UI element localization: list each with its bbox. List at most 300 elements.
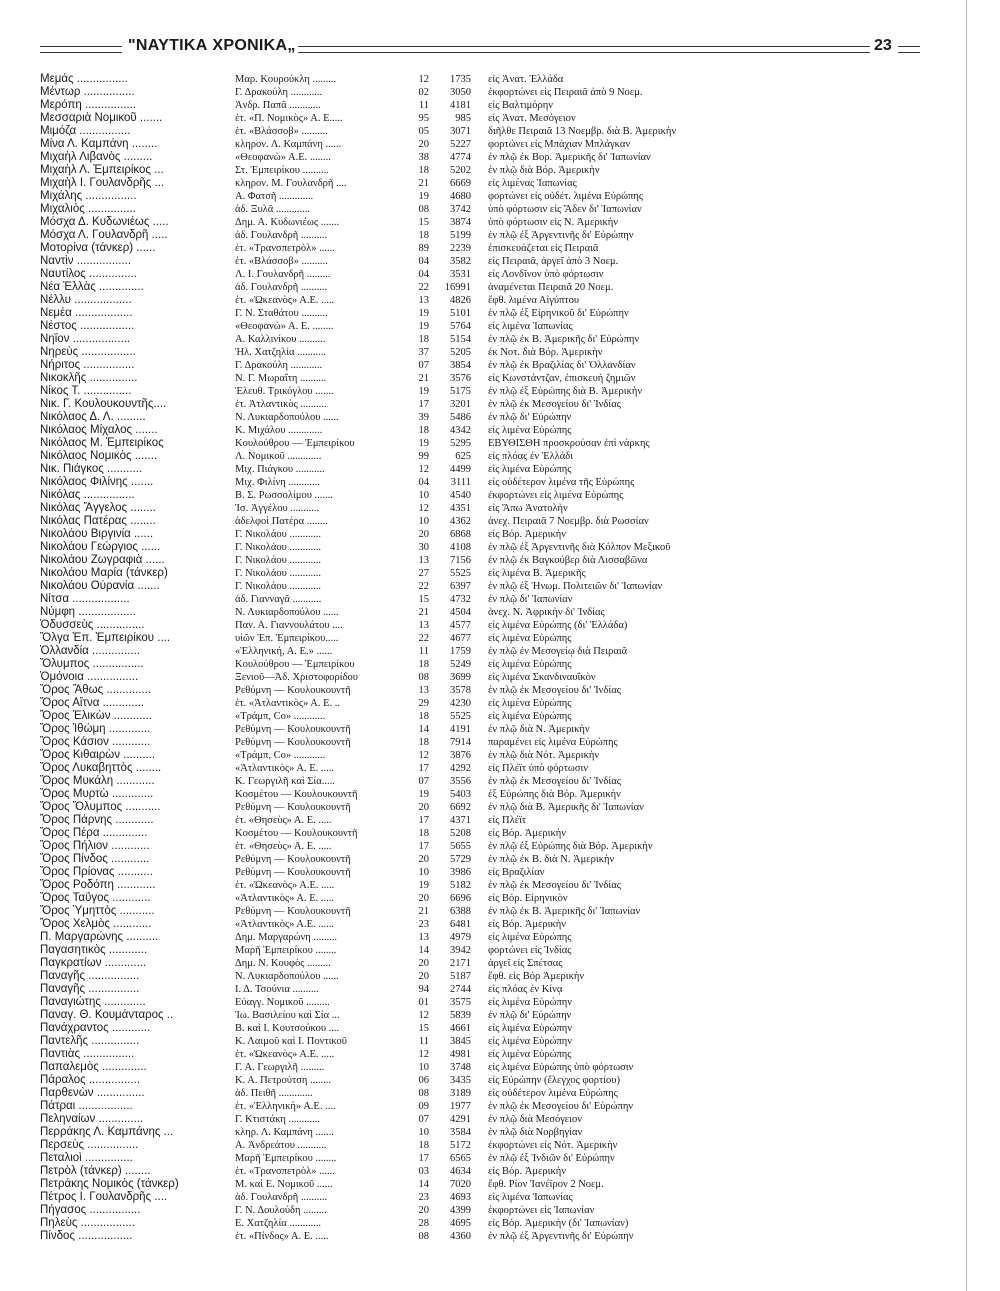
gross-tons: 1977 [450, 1101, 471, 1112]
tonnage: 14 [418, 945, 429, 956]
ship-name: Ὄρος Πρίονας ........... [40, 866, 153, 878]
tonnage: 07 [418, 776, 429, 787]
owner: ἀδ. Γιανναγᾶ ........... [235, 594, 322, 605]
gross-tons: 5525 [450, 568, 471, 579]
header-rule-middle [298, 46, 870, 53]
gross-tons: 1759 [450, 646, 471, 657]
ship-name: Παπαλεμὸς .............. [40, 1061, 147, 1073]
owner: «Ἀτλαντικὸς» Α.Ε. ...... [235, 919, 335, 930]
owner: Ρεθύμνη — Κουλουκουντῆ [235, 685, 351, 696]
tonnage: 20 [418, 893, 429, 904]
page-header [40, 36, 920, 60]
tonnage: 22 [418, 581, 429, 592]
status: ἐκφορτώνει εἰς Ἰαπωνίαν [488, 1205, 595, 1216]
status: φορτώνει εἰς Μπάχιαν Μπλάγκαν [488, 139, 631, 150]
gross-tons: 6481 [450, 919, 471, 930]
owner: Ν. Λυκιαρδοπούλου ...... [235, 971, 339, 982]
gross-tons: 5295 [450, 438, 471, 449]
status: ἐν πλῷ ἐξ Εὐρώπης διὰ Βόρ. Ἀμερικὴν [488, 841, 653, 852]
table-row [0, 684, 960, 697]
owner: ἑτ. «Ἑλληνικὴ» Α.Ε. .... [235, 1101, 336, 1112]
status: ἀνεχ. Πειραιᾶ 7 Νοεμβρ. διὰ Ρωσσίαν [488, 516, 649, 527]
tonnage: 04 [418, 477, 429, 488]
owner: ἀδ. Γουλανδρῆ .......... [235, 230, 328, 241]
header-rule-right [898, 46, 920, 53]
tonnage: 15 [418, 1023, 429, 1034]
gross-tons: 5839 [450, 1010, 471, 1021]
gross-tons: 5154 [450, 334, 471, 345]
ship-name: Νικόλαος Φιλίνης ....... [40, 476, 154, 488]
ship-name: Ὄρος Μυκάλη ............ [40, 775, 155, 787]
tonnage: 20 [418, 854, 429, 865]
owner: Ἰσ. Ἀγγέλου ........... [235, 503, 320, 514]
status: ἐν πλῷ δι' Ἰαπωνίαν [488, 594, 573, 605]
ship-name: Ὄρος Πάρνης ............ [40, 814, 154, 826]
gross-tons: 6388 [450, 906, 471, 917]
table-row [0, 879, 960, 892]
gross-tons: 5205 [450, 347, 471, 358]
table-row [0, 372, 960, 385]
ship-name: Παντιὰς ................ [40, 1048, 135, 1060]
tonnage: 19 [418, 880, 429, 891]
table-row [0, 1165, 960, 1178]
owner: «Τράμπ, Co» ............ [235, 711, 326, 722]
gross-tons: 6397 [450, 581, 471, 592]
status: εἰς Βόρ. Ἀμερικὴν [488, 919, 566, 930]
ship-name: Πήγασος ................ [40, 1204, 141, 1216]
ship-name: Ὄρος Ἄθως .............. [40, 684, 152, 696]
table-row [0, 749, 960, 762]
table-row [0, 450, 960, 463]
table-row [0, 853, 960, 866]
owner: Κοσμέτου — Κουλουκουντῆ [235, 789, 358, 800]
ship-name: Μόσχα Λ. Γουλανδρῆ ..... [40, 229, 168, 241]
ship-name: Νικολάου Οὐρανία ....... [40, 580, 160, 592]
gross-tons: 3584 [450, 1127, 471, 1138]
ship-name: Πανάχραντος ............ [40, 1022, 151, 1034]
tonnage: 37 [418, 347, 429, 358]
gross-tons: 4504 [450, 607, 471, 618]
owner: Ρεθύμνη — Κουλουκουντῆ [235, 906, 351, 917]
status: εἰς Λονδῖνον ὑπὸ φόρτωσιν [488, 269, 604, 280]
ship-name: Νίκος Τ. ............... [40, 385, 132, 397]
owner: Β. καὶ Ι. Κουτσούκου .... [235, 1023, 340, 1034]
owner: Γ. Νικολάου ............ [235, 555, 321, 566]
status: εἰς λιμένα Εὐρώπης [488, 698, 572, 709]
owner: Παν. Α. Γιαννουλάτου .... [235, 620, 343, 631]
table-row [0, 411, 960, 424]
owner: ἑτ. «Πίνδος» Α. Ε. ..... [235, 1231, 329, 1242]
status: ὑπὸ φόρτωσιν εἰς Ν. Ἀμερικὴν [488, 217, 618, 228]
gross-tons: 4191 [450, 724, 471, 735]
status: εἰς λιμένα Εὐρώπης (δι' Ἑλλάδα) [488, 620, 628, 631]
table-row [0, 333, 960, 346]
table-row [0, 658, 960, 671]
gross-tons: 3986 [450, 867, 471, 878]
status: εἰς λιμένα Εὐρώπην [488, 997, 573, 1008]
gross-tons: 6565 [450, 1153, 471, 1164]
gross-tons: 3111 [450, 477, 471, 488]
table-row [0, 567, 960, 580]
gross-tons: 3942 [450, 945, 471, 956]
status: ἐξ Εὐρώπης διὰ Βόρ. Ἀμερικὴν [488, 789, 621, 800]
owner: «Θεοφανὼ» Α. Ε. ........ [235, 321, 334, 332]
ship-name: Π. Μαργαρώνης .......... [40, 931, 159, 943]
owner: Κουλούθρου — Ἐμπειρίκου [235, 659, 355, 670]
status: ἐν πλῷ ἐξ Ἀργεντινῆς διὰ Κόλπον Μεξικοῦ [488, 542, 671, 553]
owner: Γ. Δρακούλη ............ [235, 87, 323, 98]
owner: Ι. Δ. Τσούνια .......... [235, 984, 319, 995]
ship-name: Ὄρος Κάσιον ............ [40, 736, 151, 748]
table-row [0, 814, 960, 827]
table-row [0, 541, 960, 554]
status: ἐν πλῷ διὰ Βόρ. Ἀμερικὴν [488, 165, 600, 176]
status: ἐν πλῷ ἐκ Μεσογείου δι' Ἰνδίας [488, 880, 621, 891]
owner: Ρεθύμνη — Κουλουκουντῆ [235, 737, 351, 748]
gross-tons: 5208 [450, 828, 471, 839]
table-row [0, 554, 960, 567]
gross-tons: 3576 [450, 373, 471, 384]
tonnage: 11 [418, 100, 429, 111]
gross-tons: 5227 [450, 139, 471, 150]
ship-name: Ὄρος Ἰθώμη ............. [40, 723, 151, 735]
status: ἐν πλῷ ἐκ Βορ. Ἀμερικῆς δι' Ἰαπωνίαν [488, 152, 651, 163]
ship-name: Μιμόζα ................ [40, 125, 131, 137]
table-row [0, 125, 960, 138]
tonnage: 12 [418, 750, 429, 761]
tonnage: 99 [418, 451, 429, 462]
owner: «Θεοφανὼ» Α.Ε. ........ [235, 152, 331, 163]
tonnage: 13 [418, 555, 429, 566]
tonnage: 18 [418, 334, 429, 345]
ship-name: Μιχαὴλ Λιβανὸς ......... [40, 151, 153, 163]
table-row [0, 1022, 960, 1035]
gross-tons: 3435 [450, 1075, 471, 1086]
status: ΕΒΥΘΙΣΘΗ προσκρούσαν ἐπὶ νάρκης [488, 438, 650, 449]
owner: Μιχ. Πιάγκου ........... [235, 464, 325, 475]
status: εἰς λιμένα Εὐρώπης [488, 425, 572, 436]
tonnage: 18 [418, 828, 429, 839]
table-row [0, 580, 960, 593]
status: εἰς λιμένα Σκανδιναυΐκὸν [488, 672, 596, 683]
tonnage: 19 [418, 386, 429, 397]
status: ἐν πλῷ δι' Εὐρώπην [488, 1010, 572, 1021]
ship-name: Ὄρος Ὑμηττὸς ........... [40, 905, 155, 917]
gross-tons: 4291 [450, 1114, 471, 1125]
tonnage: 18 [418, 230, 429, 241]
status: ἀναμένεται Πειραιᾶ 20 Νοεμ. [488, 282, 614, 293]
table-row [0, 1074, 960, 1087]
ship-name: Νικόλας Πατέρας ........ [40, 515, 156, 527]
owner: Γ. Ν. Σταθάτου .......... [235, 308, 328, 319]
ship-name: Παναγῆς ................ [40, 970, 140, 982]
tonnage: 14 [418, 724, 429, 735]
ship-name: Νεμέα .................. [40, 307, 133, 319]
status: ἔφθ. εἰς Βόρ Ἀμερικὴν [488, 971, 585, 982]
owner: Γ. Κτιστάκη ............ [235, 1114, 320, 1125]
table-row [0, 632, 960, 645]
tonnage: 08 [418, 1088, 429, 1099]
status: ἐκφορτώνει εἰς Νότ. Ἀμερικὴν [488, 1140, 618, 1151]
status: ἐν πλῷ ἐκ Βραζιλίας δι' Ὀλλανδίαν [488, 360, 636, 371]
owner: Δημ. Μαργαρώνη ......... [235, 932, 337, 943]
tonnage: 08 [418, 672, 429, 683]
status: εἰς λιμένας Ἰαπωνίας [488, 178, 577, 189]
table-row [0, 268, 960, 281]
ship-name: Ὄρος Πήλιον ............ [40, 840, 150, 852]
owner: υἱῶν Ἐπ. Ἐμπειρίκου..... [235, 633, 339, 644]
ship-name: Περράκης Λ. Καμπάνης ... [40, 1126, 174, 1138]
ship-name: Νίτσα .................. [40, 593, 130, 605]
owner: ἀδελφοὶ Πατέρα ........ [235, 516, 328, 527]
tonnage: 22 [418, 633, 429, 644]
table-row [0, 1009, 960, 1022]
gross-tons: 3556 [450, 776, 471, 787]
ship-name: Μιχαλιὸς ............... [40, 203, 136, 215]
ship-name: Ὄρος Πίνδος ............ [40, 853, 150, 865]
owner: Μαρ. Κουρούκλη ......... [235, 74, 337, 85]
owner: Ἰω. Βασιλείου καὶ Σία ... [235, 1010, 340, 1021]
tonnage: 20 [418, 139, 429, 150]
ship-name: Ὄλυμπος ................ [40, 658, 144, 670]
tonnage: 22 [418, 282, 429, 293]
status: εἰς λιμένα Εὐρώπης [488, 711, 572, 722]
table-row [0, 294, 960, 307]
tonnage: 20 [418, 802, 429, 813]
owner: ἑτ. «Τρανσπετρὸλ» ...... [235, 243, 335, 254]
status: ἀργεῖ εἰς Σπέτσας [488, 958, 563, 969]
status: εἰς Βόρ. Ἀμερικὴν [488, 529, 566, 540]
tonnage: 12 [418, 1049, 429, 1060]
status: ἐκ Νοτ. διὰ Βόρ. Ἀμερικὴν [488, 347, 603, 358]
gross-tons: 5486 [450, 412, 471, 423]
gross-tons: 4399 [450, 1205, 471, 1216]
tonnage: 04 [418, 256, 429, 267]
tonnage: 23 [418, 1192, 429, 1203]
owner: Μ. καὶ Ε. Νομικοῦ ...... [235, 1179, 333, 1190]
table-row [0, 346, 960, 359]
table-row [0, 86, 960, 99]
status: φορτώνει εἰς οὐδέτ. λιμένα Εὐρώπης [488, 191, 643, 202]
owner: ἑτ. «Θησεὺς» Α. Ε. ..... [235, 841, 332, 852]
status: ἀνεχ. Ν. Ἀφρικὴν δι' Ἰνδίας [488, 607, 605, 618]
tonnage: 27 [418, 568, 429, 579]
owner: Γ. Νικολάου ............ [235, 568, 321, 579]
gross-tons: 7020 [450, 1179, 471, 1190]
ship-name: Νικόλαος Νομικὸς ....... [40, 450, 158, 462]
status: εἰς Πειραιᾶ, ἀργεῖ ἀπὸ 3 Νοεμ. [488, 256, 619, 267]
gross-tons: 5187 [450, 971, 471, 982]
ship-name: Νικόλας Ἄγγελος ........ [40, 502, 156, 514]
gross-tons: 6696 [450, 893, 471, 904]
status: ἔφθ. λιμένα Αἰγύπτου [488, 295, 580, 306]
status: εἰς Πλέϊτ [488, 815, 527, 826]
table-row [0, 723, 960, 736]
owner: Κ. Μιχάλου ............. [235, 425, 323, 436]
tonnage: 11 [418, 646, 429, 657]
status: εἰς Βόρ. Ἀμερικὴν (δι' Ἰαπωνίαν) [488, 1218, 629, 1229]
gross-tons: 4680 [450, 191, 471, 202]
gross-tons: 5764 [450, 321, 471, 332]
table-row [0, 775, 960, 788]
table-row [0, 957, 960, 970]
gross-tons: 4371 [450, 815, 471, 826]
tonnage: 01 [418, 997, 429, 1008]
tonnage: 05 [418, 126, 429, 137]
tonnage: 18 [418, 1140, 429, 1151]
gross-tons: 2171 [450, 958, 471, 969]
table-row [0, 866, 960, 879]
gross-tons: 4695 [450, 1218, 471, 1229]
table-row [0, 827, 960, 840]
tonnage: 17 [418, 815, 429, 826]
table-row [0, 931, 960, 944]
owner: Γ. Νικολάου ............ [235, 529, 321, 540]
owner: ἑτ. «Ἀτλαντικὸς» Α. Ε. .. [235, 698, 341, 709]
owner: Ρεθύμνη — Κουλουκουντῆ [235, 867, 351, 878]
owner: Α. Φατσῆ ............. [235, 191, 314, 202]
owner: Ν. Λυκιαρδοπούλου ...... [235, 607, 339, 618]
owner: Ἠλ. Χατζηλία ........... [235, 347, 327, 358]
gross-tons: 3874 [450, 217, 471, 228]
gross-tons: 5175 [450, 386, 471, 397]
ship-name: Ὄρος Ροδόπη ............ [40, 879, 156, 891]
gross-tons: 4362 [450, 516, 471, 527]
status: ἐν πλῷ ἐκ Μεσογείου δι' Ἰνδίας [488, 685, 621, 696]
ship-name: Νικόλαος Δ. Λ. ......... [40, 411, 146, 423]
status: εἰς Πλέϊτ ὑπὸ φόρτωσιν [488, 763, 589, 774]
owner: ἀδ. Πειθῆ ............. [235, 1088, 313, 1099]
ship-name: Νέλλυ .................. [40, 294, 132, 306]
gross-tons: 4677 [450, 633, 471, 644]
gross-tons: 5182 [450, 880, 471, 891]
owner: Ν. Λυκιαρδοπούλου ...... [235, 412, 339, 423]
owner: Ἐλευθ. Τρικόγλου ....... [235, 386, 334, 397]
tonnage: 13 [418, 932, 429, 943]
gross-tons: 1735 [450, 74, 471, 85]
tonnage: 14 [418, 1179, 429, 1190]
owner: Μαρῆ Ἐμπειρίκου ........ [235, 945, 337, 956]
gross-tons: 4360 [450, 1231, 471, 1242]
owner: Ρεθύμνη — Κουλουκουντῆ [235, 854, 351, 865]
gross-tons: 4693 [450, 1192, 471, 1203]
status: εἰς πλόας ἐν Κίνᾳ [488, 984, 563, 995]
tonnage: 17 [418, 763, 429, 774]
owner: ἀδ. Γουλανδρῆ .......... [235, 282, 328, 293]
gross-tons: 7914 [450, 737, 471, 748]
ship-name: Ὄρος Αἴτνα ............. [40, 697, 145, 709]
ship-name: Ὄρος Λυκαβηττὸς ........ [40, 762, 162, 774]
gross-tons: 4108 [450, 542, 471, 553]
tonnage: 19 [418, 789, 429, 800]
ship-name: Πετράκης Νομικὸς (τάνκερ) [40, 1178, 179, 1190]
ship-name: Ὄρος Μυρτὼ ............. [40, 788, 154, 800]
status: ἐν πλῷ ἐκ Β. διὰ Ν. Ἀμερικὴν [488, 854, 615, 865]
status: εἰς Βόρ. Ἀμερικὴν [488, 1166, 566, 1177]
ship-name: Νέστος ................. [40, 320, 135, 332]
status: εἰς λιμένα Ἰαπωνίας [488, 321, 573, 332]
table-row [0, 1035, 960, 1048]
status: ἐν πλῷ ἐκ Β. Ἀμερικῆς δι' Εὐρώπην [488, 334, 640, 345]
ship-table [0, 73, 960, 1243]
table-row [0, 593, 960, 606]
tonnage: 38 [418, 152, 429, 163]
gross-tons: 4499 [450, 464, 471, 475]
ship-name: Παγκρατίων ............. [40, 957, 147, 969]
tonnage: 89 [418, 243, 429, 254]
status: παραμένει εἰς λιμένα Εὐρώπης [488, 737, 618, 748]
status: εἰς λιμένα Εὐρώπης [488, 633, 572, 644]
table-row [0, 463, 960, 476]
status: ἐν πλῷ διὰ Νότ. Ἀμερικὴν [488, 750, 600, 761]
owner: ἀδ. Γουλανδρῆ .......... [235, 1192, 328, 1203]
owner: Λ. Νομικοῦ ............. [235, 451, 322, 462]
gross-tons: 5403 [450, 789, 471, 800]
ship-name: Πίνδος ................. [40, 1230, 133, 1242]
table-row [0, 242, 960, 255]
ship-name: Πεληναίων .............. [40, 1113, 144, 1125]
ship-name: Νήριτος ................ [40, 359, 135, 371]
ship-name: Ὄρος Ἑλικὼν ............ [40, 710, 152, 722]
owner: «Ἀτλαντικὸς» Α. Ε. ..... [235, 893, 335, 904]
ship-name: Ὁμόνοια ................ [40, 671, 139, 683]
table-row [0, 515, 960, 528]
owner: ἑτ. «Ὠκεανὸς» Α.Ε. ..... [235, 1049, 335, 1060]
status: ἐπισκευάζεται εἰς Πειραιᾶ [488, 243, 599, 254]
gross-tons: 3854 [450, 360, 471, 371]
table-row [0, 385, 960, 398]
status: εἰς Ἄπω Ἀνατολὴν [488, 503, 568, 514]
tonnage: 10 [418, 1062, 429, 1073]
table-row [0, 216, 960, 229]
owner: Κ. Α. Πετρούτση ........ [235, 1075, 331, 1086]
status: εἰς Κωνστάντζαν, ἐπισκευὴ ζημιῶν [488, 373, 636, 384]
table-row [0, 190, 960, 203]
tonnage: 20 [418, 529, 429, 540]
owner: Ξενιοῦ—Ἀδ. Χριστοφορίδου [235, 672, 359, 683]
tonnage: 10 [418, 1127, 429, 1138]
tonnage: 39 [418, 412, 429, 423]
tonnage: 13 [418, 620, 429, 631]
gross-tons: 3742 [450, 204, 471, 215]
gross-tons: 5101 [450, 308, 471, 319]
owner: Εὐαγγ. Νομικοῦ ......... [235, 997, 330, 1008]
owner: Ρεθύμνη — Κουλουκουντῆ [235, 802, 351, 813]
table-row [0, 619, 960, 632]
ship-name: Μιχαὴλ Ι. Γουλανδρῆς ... [40, 177, 165, 189]
gross-tons: 3071 [450, 126, 471, 137]
table-row [0, 112, 960, 125]
tonnage: 17 [418, 399, 429, 410]
tonnage: 94 [418, 984, 429, 995]
ship-name: Νικολάου Μαρία (τάνκερ) [40, 567, 168, 579]
ship-name: Μίνα Λ. Καμπάνη ........ [40, 138, 158, 150]
gross-tons: 4634 [450, 1166, 471, 1177]
page-edge-line [966, 0, 967, 1291]
ship-name: Ὄρος Ὄλυμπος ........... [40, 801, 161, 813]
gross-tons: 4732 [450, 594, 471, 605]
table-row [0, 970, 960, 983]
table-row [0, 645, 960, 658]
gross-tons: 985 [455, 113, 471, 124]
table-row [0, 671, 960, 684]
ship-name: Ὄρος Χελμὸς ............ [40, 918, 152, 930]
ship-name: Νικόλαος Μίχαλος ....... [40, 424, 158, 436]
table-row [0, 1191, 960, 1204]
tonnage: 19 [418, 438, 429, 449]
status: εἰς λιμένα Ἰαπωνίας [488, 1192, 573, 1203]
ship-name: Ὄρος Ταΰγος ............ [40, 892, 151, 904]
